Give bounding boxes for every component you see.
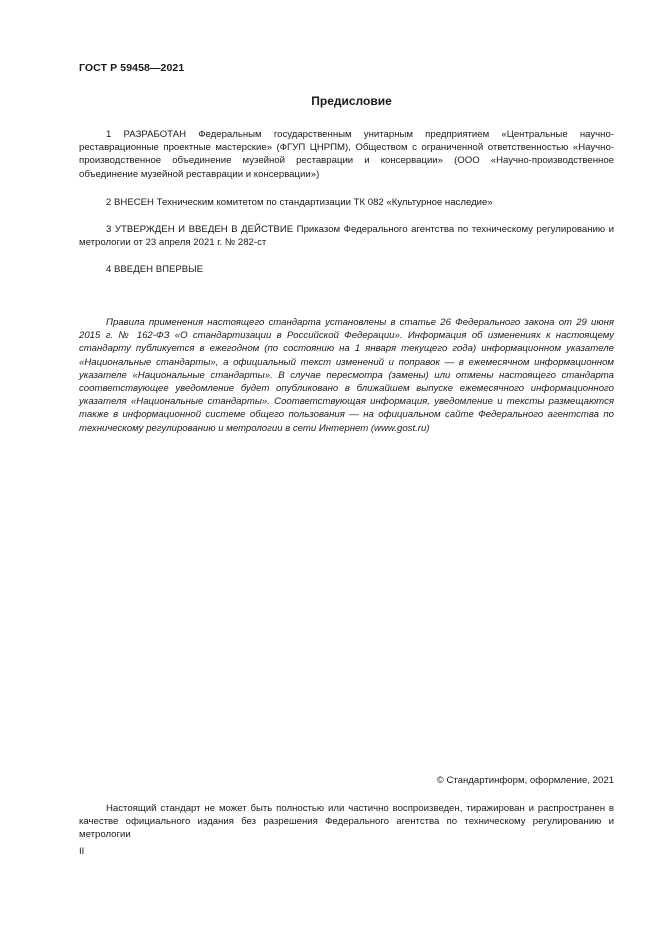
application-rules-note: Правила применения настоящего стандарта установлены в статье 26 Федерального закона от 29 июня 2015 г. № 162-ФЗ «О стандартизации в Российской Федерации». Информация об изменениях к настоящему стандарту публикуется в ежегодном (по состоянию на 1 января текущего года) информационном указателе «Национальные стандарты», а официальный текст изменений и поправок — в ежемесячном информационном указателе «Национальные стандарты». В случае пересмотра (замены) или отмены настоящего стандарта соответствующее уведомление будет опубликовано в ближайшем выпуске ежемесячного информационного указателя «Национальные стандарты». Соответствующая информация, уведомление и тексты размещаются также в информационной системе общего пользования — на официальном сайте Федерального агентства по техническому регулированию и метрологии в сети Интернет (www.gost.ru): [79, 317, 614, 434]
paragraph-first-introduced: 4 ВВЕДЕН ВПЕРВЫЕ: [106, 264, 204, 275]
standard-code: ГОСТ Р 59458—2021: [79, 62, 185, 74]
page-title: Предисловие: [311, 94, 392, 108]
paragraph-introduced: 2 ВНЕСЕН Техническим комитетом по стандартизации ТК 082 «Культурное наследие»: [106, 197, 493, 208]
reproduction-notice: Настоящий стандарт не может быть полностью или частично воспроизведен, тиражирован и распространен в качестве официального издания без разрешения Федерального агентства по техническому регулированию и метрологии: [79, 803, 614, 841]
copyright-line: © Стандартинформ, оформление, 2021: [436, 775, 614, 786]
page-number: II: [79, 846, 85, 857]
paragraph-developed: 1 РАЗРАБОТАН Федеральным государственным унитарным предприятием «Центральные научно-реставрационные проектные мастерские» (ФГУП ЦНРПМ), Обществом с ограниченной ответственностью «Научно-производственное объединение музейной реставрации и консервации» (ООО «Научно-производственное объединение музейной реставрации и консервации»): [79, 129, 614, 180]
paragraph-approved: 3 УТВЕРЖДЕН И ВВЕДЕН В ДЕЙСТВИЕ Приказом Федерального агентства по техническому регулированию и метрологии от 23 апреля 2021 г. № 282-ст: [79, 224, 614, 249]
